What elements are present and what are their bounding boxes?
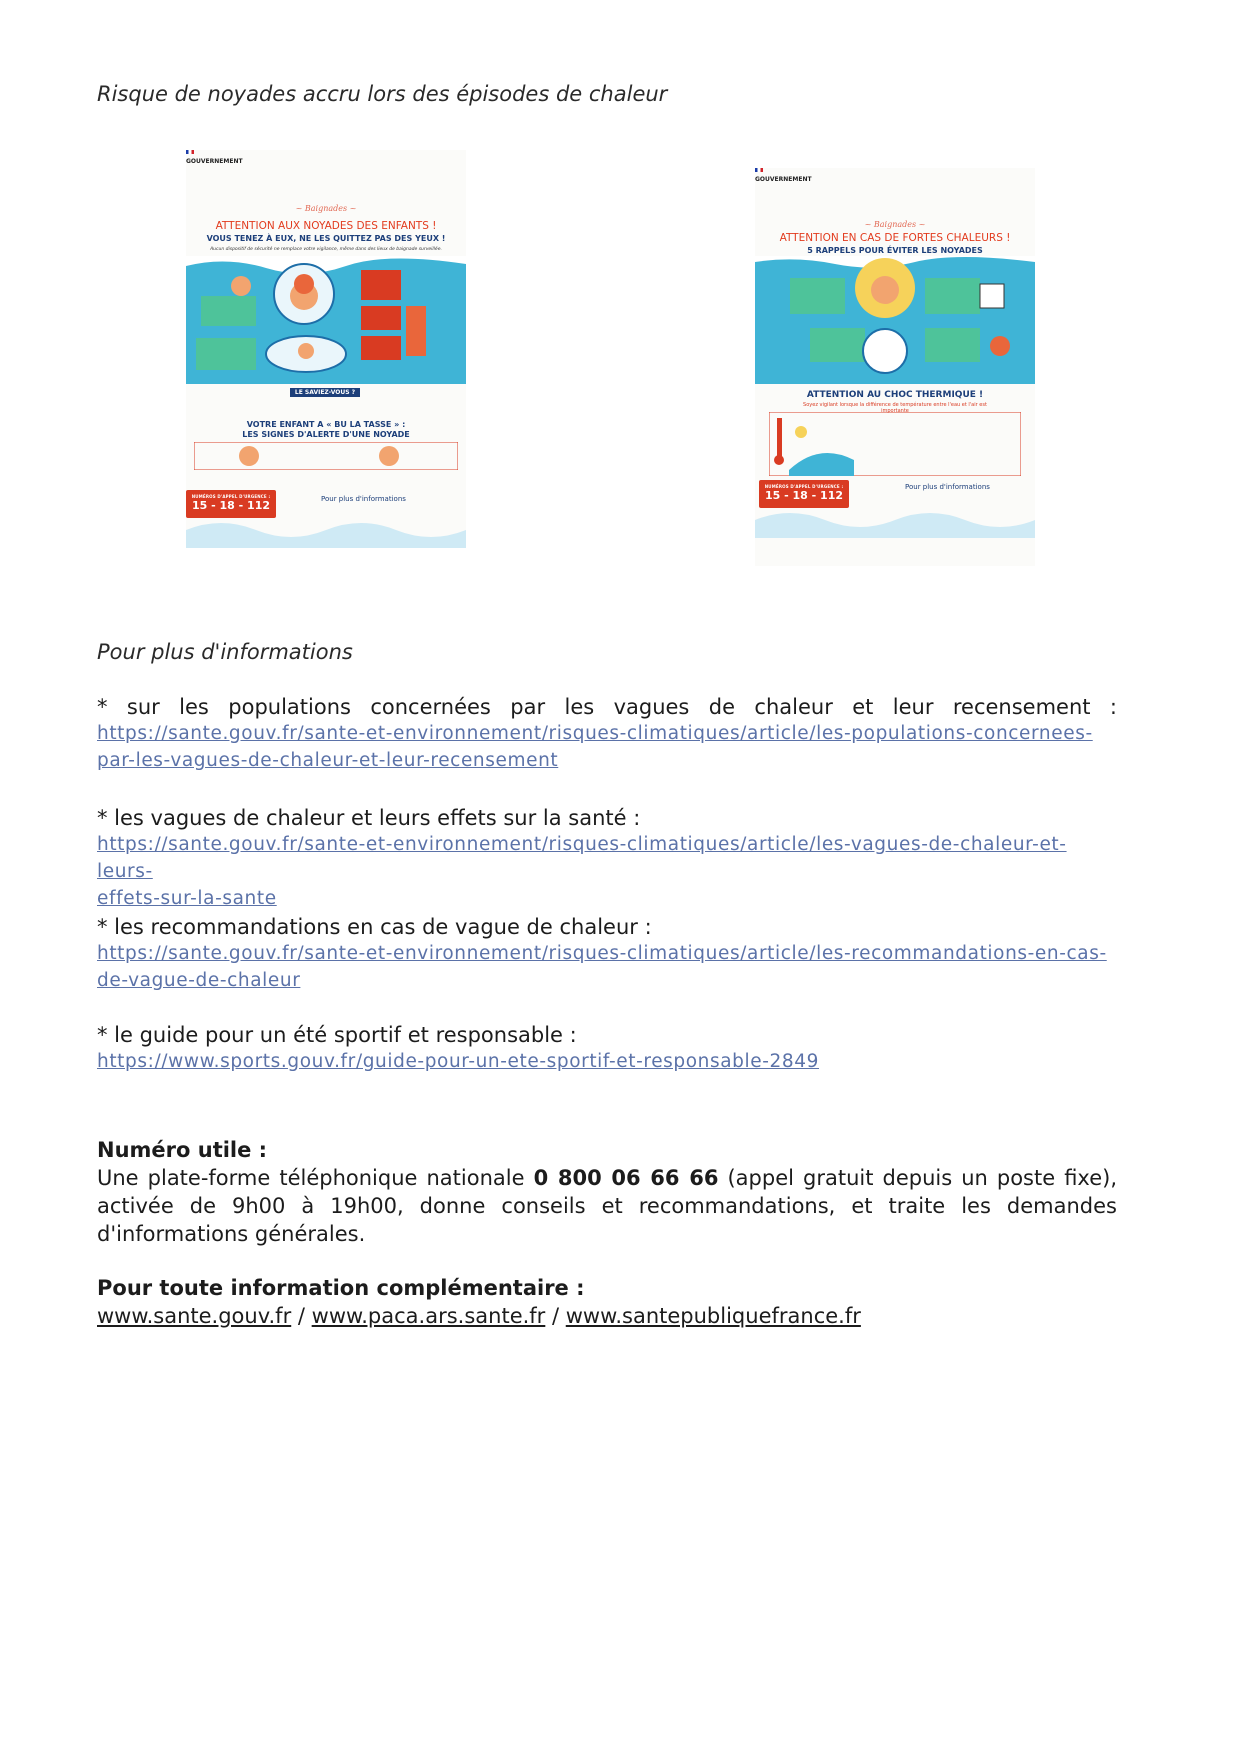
numero-line-2: activée de 9h00 à 19h00, donne conseils et recommandations, et traite les demandes	[97, 1194, 1117, 1218]
alert-title-1: VOTRE ENFANT A « BU LA TASSE » :	[246, 420, 406, 429]
emergency-box: NUMÉROS D'APPEL D'URGENCE : 15 - 18 - 112	[186, 490, 276, 518]
poster-fortes-chaleurs	[755, 168, 1035, 566]
poster-headline: ATTENTION AUX NOYADES DES ENFANTS !	[215, 220, 437, 232]
info-item	[97, 694, 1117, 774]
link-sante-publique[interactable]: www.santepubliquefrance.fr	[565, 1304, 861, 1328]
poster-illustration	[755, 256, 1035, 384]
item-link[interactable]: de-vague-de-chaleur	[97, 970, 301, 991]
numero-line-3: d'informations générales.	[97, 1222, 366, 1246]
alert-signs-illustration	[194, 442, 458, 470]
item-intro: * les recommandations en cas de vague de chaleur :	[97, 915, 652, 939]
link-sante-gouv[interactable]: www.sante.gouv.fr	[97, 1304, 292, 1328]
item-link[interactable]: https://www.sports.gouv.fr/guide-pour-un-ete-sportif-et-responsable-2849	[97, 1051, 819, 1072]
numero-section	[97, 1136, 1117, 1248]
poster-noyades-enfants	[186, 150, 466, 548]
poster-headline: ATTENTION EN CAS DE FORTES CHALEURS !	[779, 232, 1011, 244]
poster-info: Pour plus d'informations	[321, 495, 406, 503]
complement-heading: Pour toute information complémentaire :	[97, 1276, 585, 1300]
page-title: Risque de noyades accru lors des épisodes de chaleur	[97, 82, 668, 106]
link-paca-ars[interactable]: www.paca.ars.sante.fr	[311, 1304, 546, 1328]
gouvernement-logo: GOUVERNEMENT	[755, 168, 812, 183]
emergency-box: NUMÉROS D'APPEL D'URGENCE : 15 - 18 - 112	[759, 480, 849, 508]
phone-number: 0 800 06 66 66	[533, 1166, 719, 1190]
more-info-heading: Pour plus d'informations	[97, 640, 353, 664]
item-intro: * le guide pour un été sportif et responsable :	[97, 1023, 577, 1047]
poster-illustration	[186, 256, 466, 384]
item-link[interactable]: https://sante.gouv.fr/sante-et-environnement/risques-climatiques/article/les-populations-concernees-	[97, 723, 1093, 744]
poster-section: ~ Baignades ~	[295, 204, 357, 213]
poster-subhead: VOUS TENEZ À EUX, NE LES QUITTEZ PAS DES YEUX !	[206, 234, 446, 243]
complement-links: www.sante.gouv.fr / www.paca.ars.sante.fr / www.santepubliquefrance.fr	[97, 1304, 861, 1328]
info-item	[97, 1022, 1117, 1075]
info-item	[97, 914, 1117, 994]
item-intro: * sur les populations concernées par les vagues de chaleur et leur recensement :	[97, 695, 1117, 719]
poster-subhead: 5 RAPPELS POUR ÉVITER LES NOYADES	[807, 246, 983, 255]
item-link[interactable]: effets-sur-la-sante	[97, 888, 277, 909]
item-link[interactable]: par-les-vagues-de-chaleur-et-leur-recensement	[97, 750, 559, 771]
item-intro: * les vagues de chaleur et leurs effets sur la santé :	[97, 806, 641, 830]
alert-title-2: LES SIGNES D'ALERTE D'UNE NOYADE	[242, 430, 410, 439]
choc-title: ATTENTION AU CHOC THERMIQUE !	[806, 390, 984, 400]
saviez-badge: LE SAVIEZ-VOUS ?	[290, 388, 360, 397]
item-link[interactable]: https://sante.gouv.fr/sante-et-environnement/risques-climatiques/article/les-recommandations-en-cas-	[97, 943, 1107, 964]
complement-section	[97, 1274, 1117, 1330]
info-item	[97, 805, 1117, 912]
choc-sub: Soyez vigilant lorsque la différence de température entre l'eau et l'air est importante	[803, 402, 987, 414]
numero-heading: Numéro utile :	[97, 1138, 268, 1162]
gouvernement-logo: GOUVERNEMENT	[186, 150, 243, 165]
poster-line: Aucun dispositif de sécurité ne remplace votre vigilance, même dans des lieux de baignade surveillée.	[210, 247, 442, 252]
numero-line-1: Une plate-forme téléphonique nationale 0 800 06 66 66 (appel gratuit depuis un poste fixe),	[97, 1166, 1118, 1190]
poster-section: ~ Baignades ~	[864, 220, 926, 229]
poster-info: Pour plus d'informations	[905, 483, 990, 491]
wave-decoration	[755, 502, 1035, 538]
item-link[interactable]: https://sante.gouv.fr/sante-et-environnement/risques-climatiques/article/les-vagues-de-chaleur-et-leurs-	[97, 834, 1067, 882]
choc-illustration	[769, 412, 1021, 476]
wave-decoration	[186, 512, 466, 548]
